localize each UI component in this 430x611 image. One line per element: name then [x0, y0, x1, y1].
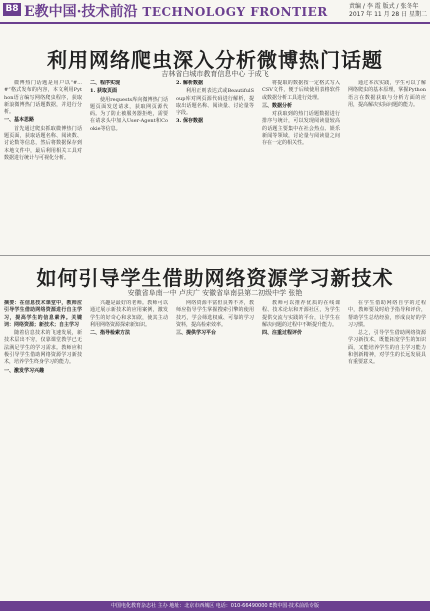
body-paragraph: 将提取的数据按一定格式写入CSV文件，便于后续使用表格软件或数据分析工具进行处理。: [262, 80, 340, 101]
body-paragraph: 在学生借助网络自学的过程中，教师要及时给予指导和评价，帮助学生总结经验，形成良好的学习习惯。: [348, 300, 426, 328]
article1-column: [4, 80, 82, 250]
column-title-en: TECHNOLOGY FRONTIER: [142, 5, 328, 19]
section-heading: 三、提供学习平台: [176, 330, 217, 337]
article2-column: [176, 300, 254, 595]
article2-column: [348, 300, 426, 595]
column-title-cn: E教中国·技术前沿: [24, 4, 138, 20]
body-paragraph: 总之，引导学生借助网络资源学习新技术，既能拓宽学生的知识面，又能培养学生的自主学习能力和创新精神，对学生的长远发展具有重要意义。: [348, 330, 426, 366]
section-heading: 一、激发学习兴趣: [4, 367, 45, 374]
article2-byline: 安徽省阜南一中 卢庆广 安徽省阜南县第二初级中学 张艳: [127, 289, 303, 297]
page-meta: [349, 3, 427, 19]
section-heading: 3. 保存数据: [176, 118, 203, 125]
body-paragraph: 利用正则表达式或BeautifulSoup库对网页源代码进行解析，提取出话题名称、阅读量、讨论量等字段。: [176, 88, 254, 117]
column-title: [24, 1, 328, 21]
article1-byline: 吉林省白城市教育信息中心 于成飞: [161, 70, 269, 78]
body-paragraph: 网络资源丰富但良莠不齐，教师应指导学生掌握搜索引擎的使用技巧，学会筛选权威、可靠的学习资料，提高检索效率。: [176, 300, 254, 328]
section-heading: 一、基本思路: [4, 117, 35, 124]
article1-column: [262, 80, 340, 250]
section-heading: 2. 解析数据: [176, 80, 203, 86]
article2-headline: 如何引导学生借助网络资源学习新技术: [36, 266, 394, 290]
body-paragraph: 对获取到的热门话题数据进行排序与统计，可以发现阅读量较高的话题主要集中在社会热点、娱乐新闻等领域，讨论量与阅读量之间存在一定的相关性。: [262, 111, 340, 147]
article1-column: [90, 80, 168, 250]
section-heading: 四、注重过程评价: [262, 330, 303, 337]
article1-column: [348, 80, 426, 250]
body-paragraph: 首先通过爬虫抓取微博热门话题页面，获取话题名称、阅读数、讨论数等信息，然后将数据保存到本地文件中，最后利用相关工具对数据进行统计与可视化分析。: [4, 125, 82, 161]
body-paragraph: 兴趣是最好的老师。教师可以通过展示新技术的应用案例，激发学生的好奇心和求知欲，使其主动利用网络资源探索新知识。: [90, 300, 168, 328]
section-heading: 1. 获取页面: [90, 88, 117, 95]
article2-body: [4, 300, 426, 595]
page-header: [0, 0, 430, 38]
section-heading: 二、程序实现: [90, 80, 121, 86]
body-paragraph: 使用requests库向微博热门话题页面发送请求，获取网页源代码。为了防止被服务器拒绝，需要在请求头中加入User-Agent和Cookie等信息。: [90, 96, 168, 132]
article-abstract: 摘要：在信息技术课堂中，教师应引导学生借助网络资源进行自主学习，提高学生的信息素养。关键词：网络资源；新技术；自主学习: [4, 300, 82, 328]
body-paragraph: 教师可以推荐优质的在线课程、技术论坛和开源社区，为学生提供交流与实践的平台，让学生在解决问题的过程中不断提升能力。: [262, 300, 340, 328]
body-paragraph: 随着信息技术的飞速发展，新技术层出不穷，仅靠课堂教学已无法满足学生的学习需求。教师应积极引导学生借助网络资源学习新技术，培养学生终身学习的能力。: [4, 330, 82, 366]
date-line: 2017 年 11 月 28 日 星期二: [349, 11, 427, 18]
page-footer: 中国电化教育杂志社 主办 地址：北京市西城区 电话：010-66490000 E教中国·技术前沿专版: [0, 601, 430, 611]
article1-body: [4, 80, 426, 250]
article2-column: [4, 300, 82, 595]
article2-column: [262, 300, 340, 595]
editor-line: 责编 / 李 霞 版式 / 张冬年: [349, 3, 419, 10]
section-heading: 二、指导检索方法: [90, 330, 131, 337]
header-rule: [0, 22, 430, 24]
article2-column: [90, 300, 168, 595]
body-paragraph: 微博热门话题是用户以“#...#”格式发布的内容，本文利用Python语言编写网络爬虫程序，获取新浪微博热门话题数据，并进行分析。: [4, 80, 82, 116]
page-number: B8: [3, 3, 21, 16]
article-divider: [0, 255, 430, 256]
article1-column: [176, 80, 254, 250]
body-paragraph: 通过本次实践，学生可以了解网络爬虫的基本原理，掌握Python语言在数据获取与分析方面的应用，提高解决实际问题的能力。: [348, 80, 426, 108]
article1-headline: 利用网络爬虫深入分析微博热门话题: [47, 48, 383, 72]
section-heading: 三、数据分析: [262, 102, 293, 109]
